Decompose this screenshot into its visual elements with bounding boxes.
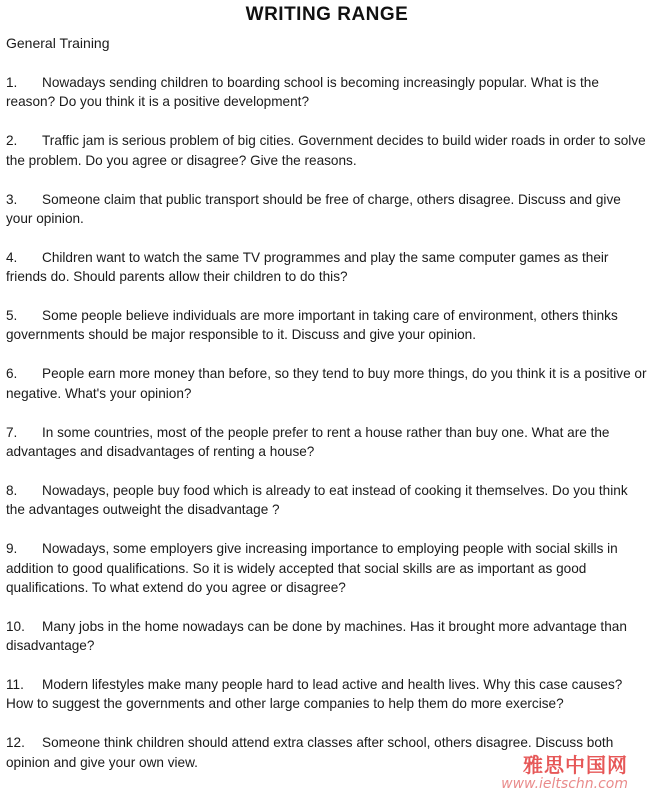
question-text: Nowadays, some employers give increasing importance to employing people with social skills in addition to good qualifications. So it is widely accepted that social skills are as important as good qualifications. To what extend do you agree or disagree?: [6, 541, 618, 595]
page-subtitle: General Training: [6, 35, 110, 51]
question-number: 10.: [6, 618, 25, 634]
question-item-9: [6, 539, 648, 597]
question-item-1: [6, 73, 648, 112]
question-text: Nowadays, people buy food which is already to eat instead of cooking it themselves. Do you think the advantages outweight the disadvantage ?: [6, 482, 628, 518]
question-item-11: [6, 675, 648, 714]
question-number: 7.: [6, 424, 18, 440]
question-text: People earn more money than before, so they tend to buy more things, do you think it is a positive or negative. What's your opinion?: [6, 366, 647, 401]
question-text: Children want to watch the same TV programmes and play the same computer games as their friends do. Should parents allow their children to do this?: [6, 249, 609, 285]
question-item-10: [6, 617, 648, 656]
question-number: 1.: [6, 75, 18, 90]
question-item-7: [6, 423, 648, 462]
question-item-5: [6, 306, 648, 345]
question-text: Someone think children should attend extra classes after school, others disagree. Discuss both opinion and give your own view.: [6, 735, 614, 770]
question-text: Traffic jam is serious problem of big cities. Government decides to build wider roads in order to solve the problem. Do you agree or disagree? Give the reasons.: [6, 133, 646, 168]
page-title: WRITING RANGE: [245, 4, 409, 25]
question-number: 12.: [6, 735, 25, 751]
question-item-12: [6, 733, 648, 772]
question-item-2: [6, 131, 648, 170]
question-text: Someone claim that public transport should be free of charge, others disagree. Discuss and give your opinion.: [6, 191, 621, 226]
question-number: 8.: [6, 482, 18, 498]
question-text: Many jobs in the home nowadays can be done by machines. Has it brought more advantage than disadvantage?: [6, 618, 627, 654]
question-number: 9.: [6, 541, 18, 557]
question-number: 11.: [6, 677, 24, 693]
question-text: Modern lifestyles make many people hard to lead active and health lives. Why this case causes? How to suggest the governments and other large companies to help them do more exercise?: [6, 677, 623, 712]
question-text: Some people believe individuals are more important in taking care of environment, others thinks governments should be major responsible to it. Discuss and give your opinion.: [6, 308, 618, 343]
question-text: Nowadays sending children to boarding school is becoming increasingly popular. What is the reason? Do you think it is a positive development?: [6, 75, 599, 110]
question-item-3: [6, 190, 648, 229]
question-text: In some countries, most of the people prefer to rent a house rather than buy one. What are the advantages and disadvantages of renting a house?: [6, 424, 610, 459]
watermark-url: www.ieltschn.com: [501, 776, 628, 792]
question-number: 4.: [6, 249, 18, 265]
question-number: 3.: [6, 191, 18, 207]
question-number: 2.: [6, 133, 18, 149]
question-item-6: [6, 364, 648, 403]
question-list: [6, 73, 648, 792]
question-number: 6.: [6, 366, 18, 382]
question-item-4: [6, 248, 648, 287]
question-item-8: [6, 481, 648, 520]
question-number: 5.: [6, 308, 18, 324]
watermark-logo-text: 雅思中国网: [523, 753, 628, 777]
